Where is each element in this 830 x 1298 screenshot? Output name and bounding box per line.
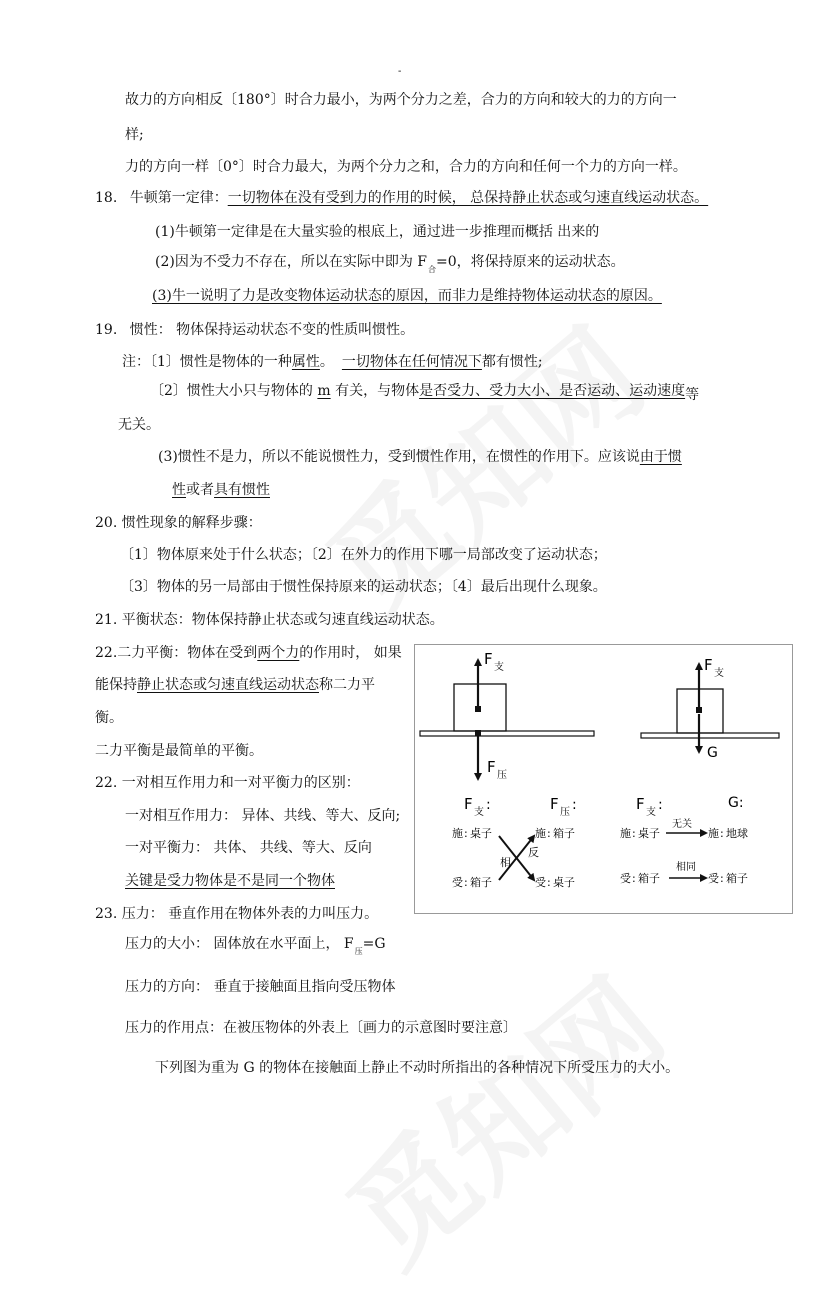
note-3-text: (3)惯性不是力，所以不能说惯性力，受到惯性作用，在惯性的作用下。应该说 [158,449,640,465]
mass-symbol: m [317,383,331,399]
point-2-text-end: =0，将保持原来的运动状态。 [436,254,625,270]
inertia-definition: 惯性： 物体保持运动状态不变的性质叫惯性。 [129,322,415,338]
text-line-3: 力的方向一样〔0°〕时合力最大，为两个分力之和，合力的方向和任何一个力的方向一样。 [125,159,687,175]
shi-label-1: 施 [452,827,463,840]
shi-colon-1: : [464,827,468,840]
attribute-word: 属性 [291,354,320,370]
pair-f-pressure-label: F [550,795,559,813]
f-support-label-right: F [704,656,713,674]
bal-shou-value-2: 箱子 [726,872,748,885]
section-18-point-3: (3)牛一说明了力是改变物体运动状态的原因，而非力是维持物体运动状态的原因。 [152,288,662,304]
section-23-title: 23. 压力： 垂直作用在物体外表的力叫压力。 [95,906,379,922]
point-dot-left [475,706,481,712]
shou-colon-1: : [464,876,468,889]
section-19-title [95,320,414,340]
xiangtong-label: 相同 [676,862,696,873]
magnitude-eq: =G [362,936,386,952]
pair-f-support-label: F [464,795,473,813]
bal-shi-label-2: 施 [708,827,719,840]
wuguan-label: 无关 [672,819,692,830]
subscript-he: 合 [428,265,436,274]
point-2-text: (2)因为不受力不存在，所以在实际中即为 F [155,254,427,270]
due-to-inertia-phrase: 由于惯 [639,449,682,465]
section-number: 19. [95,322,118,338]
pressure-magnitude [125,934,386,956]
text-line-1: 故力的方向相反〔180°〕时合力最小，为两个分力之差，合力的方向和较大的力的方向一 [125,92,677,108]
section-19-note-2-end: 无关。 [118,417,160,433]
keep-text: 能保持 [95,677,137,693]
section-22-line-3: 衡。 [95,710,123,726]
table-surface-left [420,731,594,736]
section-22-line-2 [95,675,375,695]
point-dot-right [696,707,702,713]
g-label: G [707,745,718,761]
section-18-point-2 [155,252,625,274]
newton-first-law-definition: 一切物体在没有受到力的作用的时候， 总保持静止状态或匀速直线运动状态。 [227,190,709,206]
two-force-text-end: 的作用时， 如果 [299,645,402,661]
f-support-sub-left: 支 [494,662,504,673]
bal-shou-value-1: 箱子 [638,872,660,885]
shou-label-1: 受 [452,876,463,889]
note-2-text: 〔2〕惯性大小只与物体的 [150,383,318,399]
bal-g-label: G: [728,795,744,811]
note-2-text-mid: 有关，与物体 [330,383,420,399]
any-situation-phrase: 一切物体在任何情况下 [341,354,482,370]
section-18-title [95,188,708,208]
bal-f-support-label: F [636,795,645,813]
bal-shi-colon-1: : [632,827,636,840]
note-2-deng: 等 [685,387,700,403]
section-20-step-1-2: 〔1〕物体原来处于什么状态；〔2〕在外力的作用下哪一局部改变了运动状态； [120,547,607,563]
shi-label-2: 施 [535,827,546,840]
bal-shou-colon-1: : [632,872,636,885]
section-19-note-1 [122,352,543,372]
f-pressure-sub: 压 [497,770,507,781]
shi-colon-2: : [547,827,551,840]
bal-shi-value-1: 桌子 [638,827,660,840]
or-word: 或者 [186,482,214,498]
bal-shou-label-2: 受 [708,872,719,885]
pair-f-pressure-colon: : [572,797,577,813]
section-19-note-3 [158,447,682,467]
keep-text-end: 称二力平 [319,677,375,693]
pressure-direction: 压力的方向： 垂直于接触面且指向受压物体 [125,979,396,995]
note-1-end: 都有惯性; [481,354,543,370]
section-22b-balance: 一对平衡力： 共体、 共线、等大、反向 [125,840,372,856]
subscript-ya: 压 [354,947,363,956]
bal-f-support-colon: : [658,797,663,813]
bal-shi-label-1: 施 [620,827,631,840]
section-21: 21. 平衡状态：物体保持静止状态或匀速直线运动状态。 [95,612,444,628]
section-20-step-3-4: 〔3〕物体的另一局部由于惯性保持原来的运动状态；〔4〕最后出现什么现象。 [120,579,607,595]
bal-shi-value-2: 地球 [726,827,748,840]
two-forces-phrase: 两个力 [257,645,300,661]
shou-label-2: 受 [535,876,546,889]
due-to-inertia-phrase-end: 性 [172,482,186,498]
f-support-label-left: F [484,650,493,668]
section-22-line-1 [95,643,402,663]
shou-value-2: 桌子 [553,876,575,889]
force-diagram [414,644,794,914]
magnitude-text: 压力的大小： 固体放在水平面上， F [125,936,354,952]
shou-value-1: 箱子 [470,876,492,889]
irrelevant-factors: 是否受力、受力大小、是否运动、运动速度 [419,383,686,399]
point-dot-pressure [475,730,481,736]
pressure-figure-caption: 下列图为重为 G 的物体在接触面上静止不动时所指出的各种情况下所受压力的大小。 [155,1060,680,1076]
note-1-text: 注：〔1〕惯性是物体的一种 [122,354,292,370]
table-surface-right [641,733,779,738]
shou-colon-2: : [547,876,551,889]
pressure-point: 压力的作用点：在被压物体的外表上〔画力的示意图时要注意〕 [125,1020,517,1036]
text-line-2: 样; [125,127,144,143]
section-22b-key: 关键是受力物体是不是同一个物体 [125,873,335,889]
shi-value-1: 桌子 [470,827,492,840]
header-mark: - [398,66,402,77]
f-pressure-label: F [487,758,496,776]
section-20-title: 20. 惯性现象的解释步骤： [95,515,262,531]
pair-f-support-sub: 支 [474,807,484,818]
section-18-heading: 牛顿第一定律： [129,190,228,206]
fan-label: 反 [528,846,539,859]
section-18-point-1: (1)牛顿第一定律是在大量实验的根底上，通过进一步推理而概括 出来的 [155,224,600,240]
xiang-label: 相 [500,856,511,869]
bal-shou-label-1: 受 [620,872,631,885]
bal-shou-colon-2: : [720,872,724,885]
pair-f-pressure-sub: 压 [560,807,570,818]
shi-value-2: 箱子 [553,827,575,840]
section-22b-title: 22. 一对相互作用力和一对平衡力的区别： [95,775,360,791]
static-or-uniform-phrase: 静止状态或匀速直线运动状态 [137,677,319,693]
section-19-note-2 [150,381,699,401]
has-inertia-phrase: 具有惯性 [214,482,270,498]
f-support-sub-right: 支 [714,668,724,679]
section-19-note-3-cont [172,480,270,500]
section-22-line-4: 二力平衡是最简单的平衡。 [95,743,263,759]
bal-shi-colon-2: : [720,827,724,840]
section-22b-interaction: 一对相互作用力： 异体、共线、等大、反向; [125,808,401,824]
note-1-period: 。 [319,354,334,370]
pair-f-support-colon: : [486,797,491,813]
two-force-text: 22.二力平衡：物体在受到 [95,645,258,661]
section-number: 18. [95,190,118,206]
bal-f-support-sub: 支 [646,807,656,818]
